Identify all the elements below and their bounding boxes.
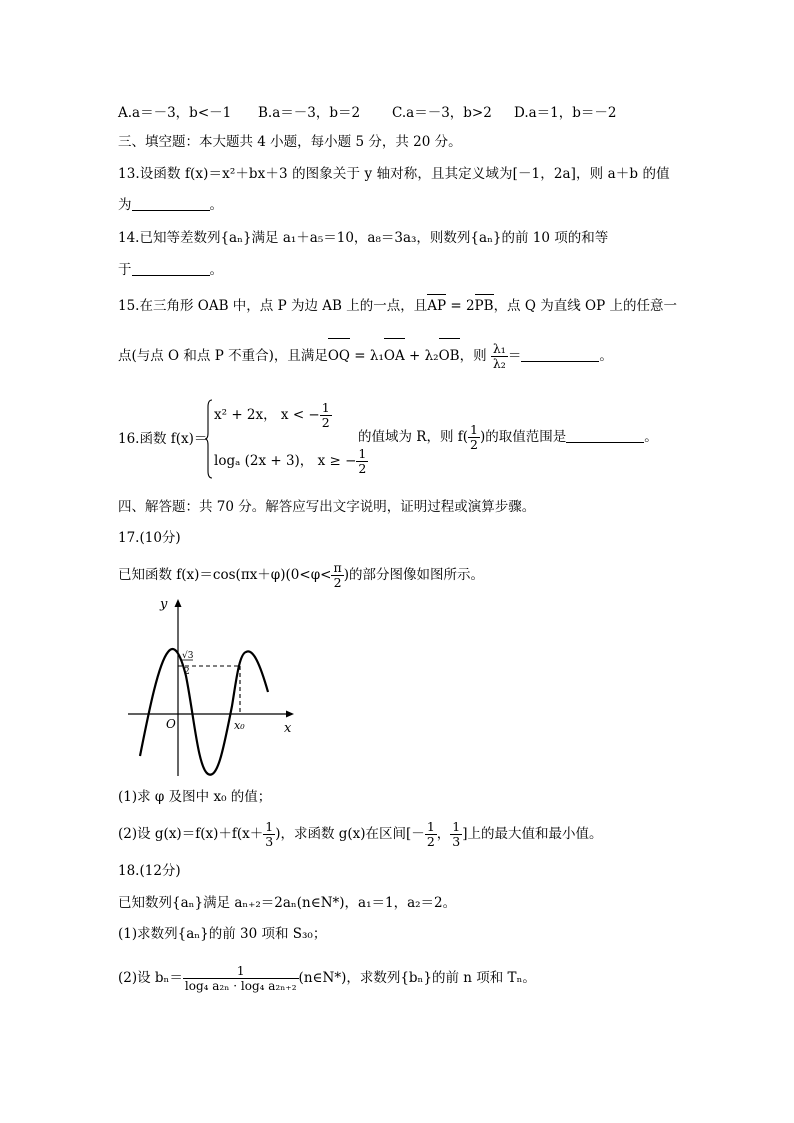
q17-p2b: )，求函数 g(x)在区间[－ bbox=[275, 826, 425, 842]
q15-then: ，则 bbox=[459, 348, 487, 364]
half-den: 2 bbox=[358, 461, 367, 476]
half-den: 2 bbox=[426, 834, 435, 849]
q18-part1: (1)求数列{aₙ}的前 30 项和 S₃₀； bbox=[118, 926, 327, 942]
one-half bbox=[425, 820, 437, 849]
q14-line1: 14.已知等差数列{aₙ}满足 a₁＋a₅＝10，a₈＝3a₃，则数列{aₙ}的前 10 项的和等 bbox=[118, 230, 609, 246]
third-den: 3 bbox=[265, 834, 274, 849]
q15-line1 bbox=[118, 297, 677, 315]
lambda2: λ₂ bbox=[492, 356, 506, 371]
half-num: 1 bbox=[321, 400, 330, 415]
q17-part2 bbox=[118, 817, 603, 851]
q15-answer-blank bbox=[521, 347, 599, 362]
q17-p2d: ]上的最大值和最小值。 bbox=[462, 826, 603, 842]
q15-text-a: 15.在三角形 OAB 中，点 P 为边 AB 上的一点，且 bbox=[118, 298, 428, 314]
half-num: 1 bbox=[470, 422, 478, 437]
third-num: 1 bbox=[452, 819, 461, 834]
q13-prefix: 为 bbox=[118, 197, 132, 213]
case1-expr: x² + 2x， x < − bbox=[214, 407, 320, 423]
q16-case2 bbox=[214, 444, 368, 478]
vector-oa: OA bbox=[384, 341, 405, 371]
section-4-heading: 四、解答题：共 70 分。解答应写出文字说明，证明过程或演算步骤。 bbox=[118, 499, 536, 515]
q14-line2 bbox=[118, 261, 223, 279]
q16-mid2: )的取值范围是 bbox=[479, 429, 567, 445]
x-label: x bbox=[284, 721, 292, 736]
x0-label: x₀ bbox=[234, 719, 245, 732]
q17-p2a: (2)设 g(x)＝f(x)＋f(x＋ bbox=[118, 826, 264, 842]
q15-text-c: 点(与点 O 和点 P 不重合)，且满足 bbox=[118, 348, 328, 364]
sqrt3-den: 2 bbox=[184, 667, 190, 677]
option-d: D.a＝1，b＝－2 bbox=[514, 105, 617, 121]
q17-stem bbox=[118, 558, 484, 592]
vector-oq: OQ bbox=[328, 341, 350, 371]
half-den: 2 bbox=[321, 415, 330, 430]
q16-case1 bbox=[214, 398, 332, 432]
pi-over-2 bbox=[331, 561, 343, 590]
q17-p2c: ， bbox=[436, 826, 451, 842]
half-num: 1 bbox=[426, 819, 435, 834]
q17-stem-a: 已知函数 f(x)＝cos(πx＋φ)(0<φ< bbox=[118, 567, 332, 583]
q17-heading: 17.(10分) bbox=[118, 530, 181, 546]
q18-p2b: (n∈N*)，求数列{bₙ}的前 n 项和 Tₙ。 bbox=[298, 970, 536, 986]
q16-mid: 的值域为 R，则 f( bbox=[358, 429, 469, 445]
vector-ob: OB bbox=[439, 341, 460, 371]
half-num: 1 bbox=[358, 446, 367, 461]
section-3-heading: 三、填空题：本大题共 4 小题，每小题 5 分，共 20 分。 bbox=[118, 134, 462, 150]
cosine-graph bbox=[118, 596, 298, 780]
q18-p2a: (2)设 bₙ＝ bbox=[118, 970, 183, 986]
vector-ap: AP bbox=[427, 298, 447, 314]
third-den: 3 bbox=[452, 834, 461, 849]
q13-suffix: 。 bbox=[209, 197, 223, 213]
bn-num: 1 bbox=[183, 964, 299, 979]
option-c: C.a＝－3，b>2 bbox=[392, 105, 492, 121]
y-axis-arrow bbox=[175, 599, 182, 607]
q16-prefix: 16.函数 f(x)＝ bbox=[118, 431, 208, 447]
option-a: A.a＝－3，b<－1 bbox=[118, 105, 232, 121]
case1-half bbox=[320, 401, 332, 430]
q15-equals: ＝ bbox=[507, 348, 522, 364]
q15-eq2: = λ₁ bbox=[350, 348, 384, 364]
one-third bbox=[263, 820, 275, 849]
sqrt3-label: √3 bbox=[182, 651, 194, 661]
q18-stem: 已知数列{aₙ}满足 aₙ₊₂＝2aₙ(n∈N*)，a₁＝1，a₂＝2。 bbox=[118, 895, 457, 911]
q13-answer-blank bbox=[132, 196, 210, 211]
pi-den: 2 bbox=[333, 575, 342, 590]
pi-num: π bbox=[333, 560, 342, 575]
q16-answer-blank bbox=[566, 428, 644, 443]
q15-eq1: = 2 bbox=[446, 298, 475, 314]
q18-heading: 18.(12分) bbox=[118, 863, 181, 879]
lambda-ratio-fraction bbox=[491, 342, 508, 371]
origin-label: O bbox=[166, 717, 176, 731]
lambda1: λ₁ bbox=[492, 341, 506, 356]
cosine-curve bbox=[140, 649, 268, 775]
one-third-2 bbox=[450, 820, 462, 849]
bn-fraction bbox=[183, 964, 299, 993]
q14-suffix: 。 bbox=[209, 262, 223, 278]
f-half-arg bbox=[468, 423, 480, 452]
bn-den: log₄ a₂ₙ · log₄ a₂ₙ₊₂ bbox=[184, 979, 297, 993]
y-label: y bbox=[160, 597, 168, 612]
q17-stem-b: )的部分图像如图所示。 bbox=[343, 567, 484, 583]
q15-line2 bbox=[118, 341, 613, 371]
q15-end: 。 bbox=[599, 348, 613, 364]
q17-part1: (1)求 φ 及图中 x₀ 的值； bbox=[118, 789, 272, 805]
q18-part2 bbox=[118, 958, 536, 998]
x-axis-arrow bbox=[286, 711, 294, 718]
q16-tail bbox=[358, 420, 658, 454]
option-b: B.a＝－3，b＝2 bbox=[258, 105, 361, 121]
vector-pb: PB bbox=[474, 298, 494, 314]
third-num: 1 bbox=[265, 819, 274, 834]
q16-end: 。 bbox=[644, 429, 658, 445]
piecewise-brace bbox=[205, 399, 213, 479]
q15-text-b: ，点 Q 为直线 OP 上的任意一 bbox=[493, 298, 677, 314]
case2-expr: logₐ (2x + 3)， x ≥ − bbox=[214, 453, 357, 469]
q13-line2 bbox=[118, 196, 223, 214]
q13-line1: 13.设函数 f(x)＝x²＋bx＋3 的图象关于 y 轴对称，且其定义域为[－1，2a]，则 a＋b 的值 bbox=[118, 166, 670, 182]
q15-plus: + λ₂ bbox=[404, 348, 439, 364]
half-den: 2 bbox=[470, 437, 478, 452]
q14-prefix: 于 bbox=[118, 262, 132, 278]
q14-answer-blank bbox=[132, 261, 210, 276]
